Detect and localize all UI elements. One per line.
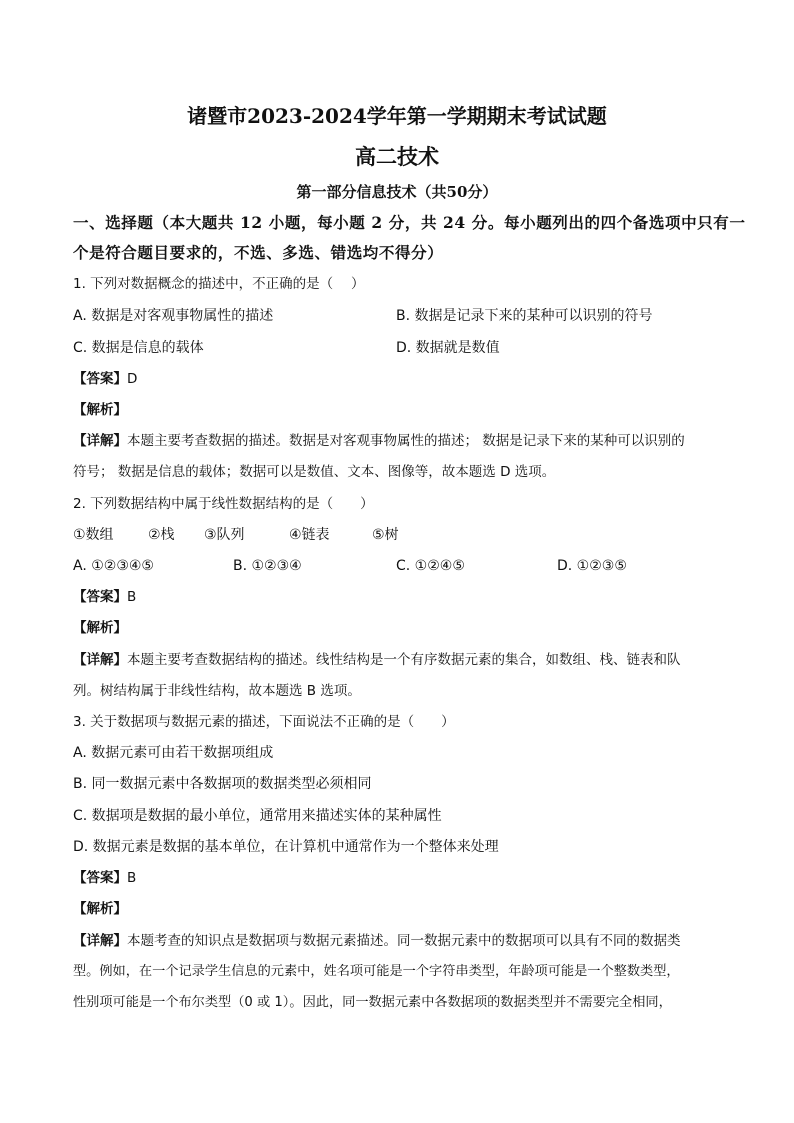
q1-detail-line2: 符号； 数据是信息的载体；数据可以是数值、文本、图像等，故本题选 D 选项。 — [73, 464, 556, 480]
q2-answer — [73, 587, 136, 607]
q2-option-a: A. ①②③④⑤ — [73, 558, 154, 574]
q3-option-b: B. 同一数据元素中各数据项的数据类型必须相同 — [73, 776, 372, 792]
q2-item-3: ③队列 — [204, 527, 245, 543]
answer-label: 【答案】 — [73, 371, 127, 387]
q2-analysis — [73, 618, 127, 638]
analysis-label: 【解析】 — [73, 402, 127, 418]
q3-answer — [73, 868, 136, 888]
q2-detail-line1 — [73, 650, 681, 670]
q2-option-b: B. ①②③④ — [233, 558, 302, 574]
q2-item-2: ②栈 — [148, 527, 175, 543]
answer-value: B — [127, 870, 137, 886]
q3-detail-line2: 型。例如，在一个记录学生信息的元素中，姓名项可能是一个字符串类型，年龄项可能是一个整数类型， — [73, 964, 680, 979]
q2-stem: 2. 下列数据结构中属于线性数据结构的是（ ） — [73, 496, 374, 512]
q2-item-4: ④链表 — [289, 527, 330, 543]
q3-detail-line3: 性别项可能是一个布尔类型（0 或 1）。因此，同一数据元素中各数据项的数据类型并不需要完全相同， — [73, 995, 672, 1010]
q3-analysis — [73, 899, 127, 919]
q3-option-d: D. 数据元素是数据的基本单位，在计算机中通常作为一个整体来处理 — [73, 839, 499, 855]
q3-detail-line1 — [73, 931, 681, 951]
analysis-label: 【解析】 — [73, 620, 127, 636]
answer-value: B — [127, 589, 137, 605]
detail-text: 本题主要考查数据结构的描述。线性结构是一个有序数据元素的集合，如数组、栈、链表和队 — [127, 652, 681, 668]
detail-label: 【详解】 — [73, 933, 127, 949]
detail-text: 本题主要考查数据的描述。数据是对客观事物属性的描述； 数据是记录下来的某种可以识别的 — [127, 433, 685, 449]
part-heading: 第一部分信息技术（共50分） — [296, 183, 498, 201]
q1-option-c: C. 数据是信息的载体 — [73, 340, 204, 356]
section-instructions-line2: 个是符合题目要求的，不选、多选、错选均不得分） — [73, 243, 444, 262]
q2-detail-line2: 列。树结构属于非线性结构，故本题选 B 选项。 — [73, 683, 361, 699]
q2-item-5: ⑤树 — [372, 527, 399, 543]
q1-stem: 1. 下列对数据概念的描述中，不正确的是（ ） — [73, 276, 365, 292]
answer-label: 【答案】 — [73, 589, 127, 605]
q1-detail-line1 — [73, 431, 685, 451]
q2-option-d: D. ①②③⑤ — [557, 558, 627, 574]
q1-option-d: D. 数据就是数值 — [396, 340, 500, 356]
exam-subtitle: 高二技术 — [355, 144, 439, 169]
exam-title: 诸暨市2023-2024学年第一学期期末考试试题 — [187, 104, 607, 128]
q2-item-1: ①数组 — [73, 527, 114, 543]
q2-option-c: C. ①②④⑤ — [396, 558, 465, 574]
q1-answer — [73, 369, 137, 389]
detail-label: 【详解】 — [73, 433, 127, 449]
section-instructions-line1: 一、选择题（本大题共 12 小题，每小题 2 分，共 24 分。每小题列出的四个备选项中只有一 — [73, 213, 746, 232]
answer-label: 【答案】 — [73, 870, 127, 886]
q3-option-c: C. 数据项是数据的最小单位，通常用来描述实体的某种属性 — [73, 808, 442, 824]
detail-text: 本题考查的知识点是数据项与数据元素描述。同一数据元素中的数据项可以具有不同的数据类 — [127, 933, 681, 949]
q1-option-a: A. 数据是对客观事物属性的描述 — [73, 308, 274, 324]
analysis-label: 【解析】 — [73, 901, 127, 917]
answer-value: D — [127, 371, 138, 387]
q3-option-a: A. 数据元素可由若干数据项组成 — [73, 745, 274, 761]
detail-label: 【详解】 — [73, 652, 127, 668]
q3-stem: 3. 关于数据项与数据元素的描述，下面说法不正确的是（ ） — [73, 714, 455, 730]
q1-analysis — [73, 400, 127, 420]
q1-option-b: B. 数据是记录下来的某种可以识别的符号 — [396, 308, 653, 324]
